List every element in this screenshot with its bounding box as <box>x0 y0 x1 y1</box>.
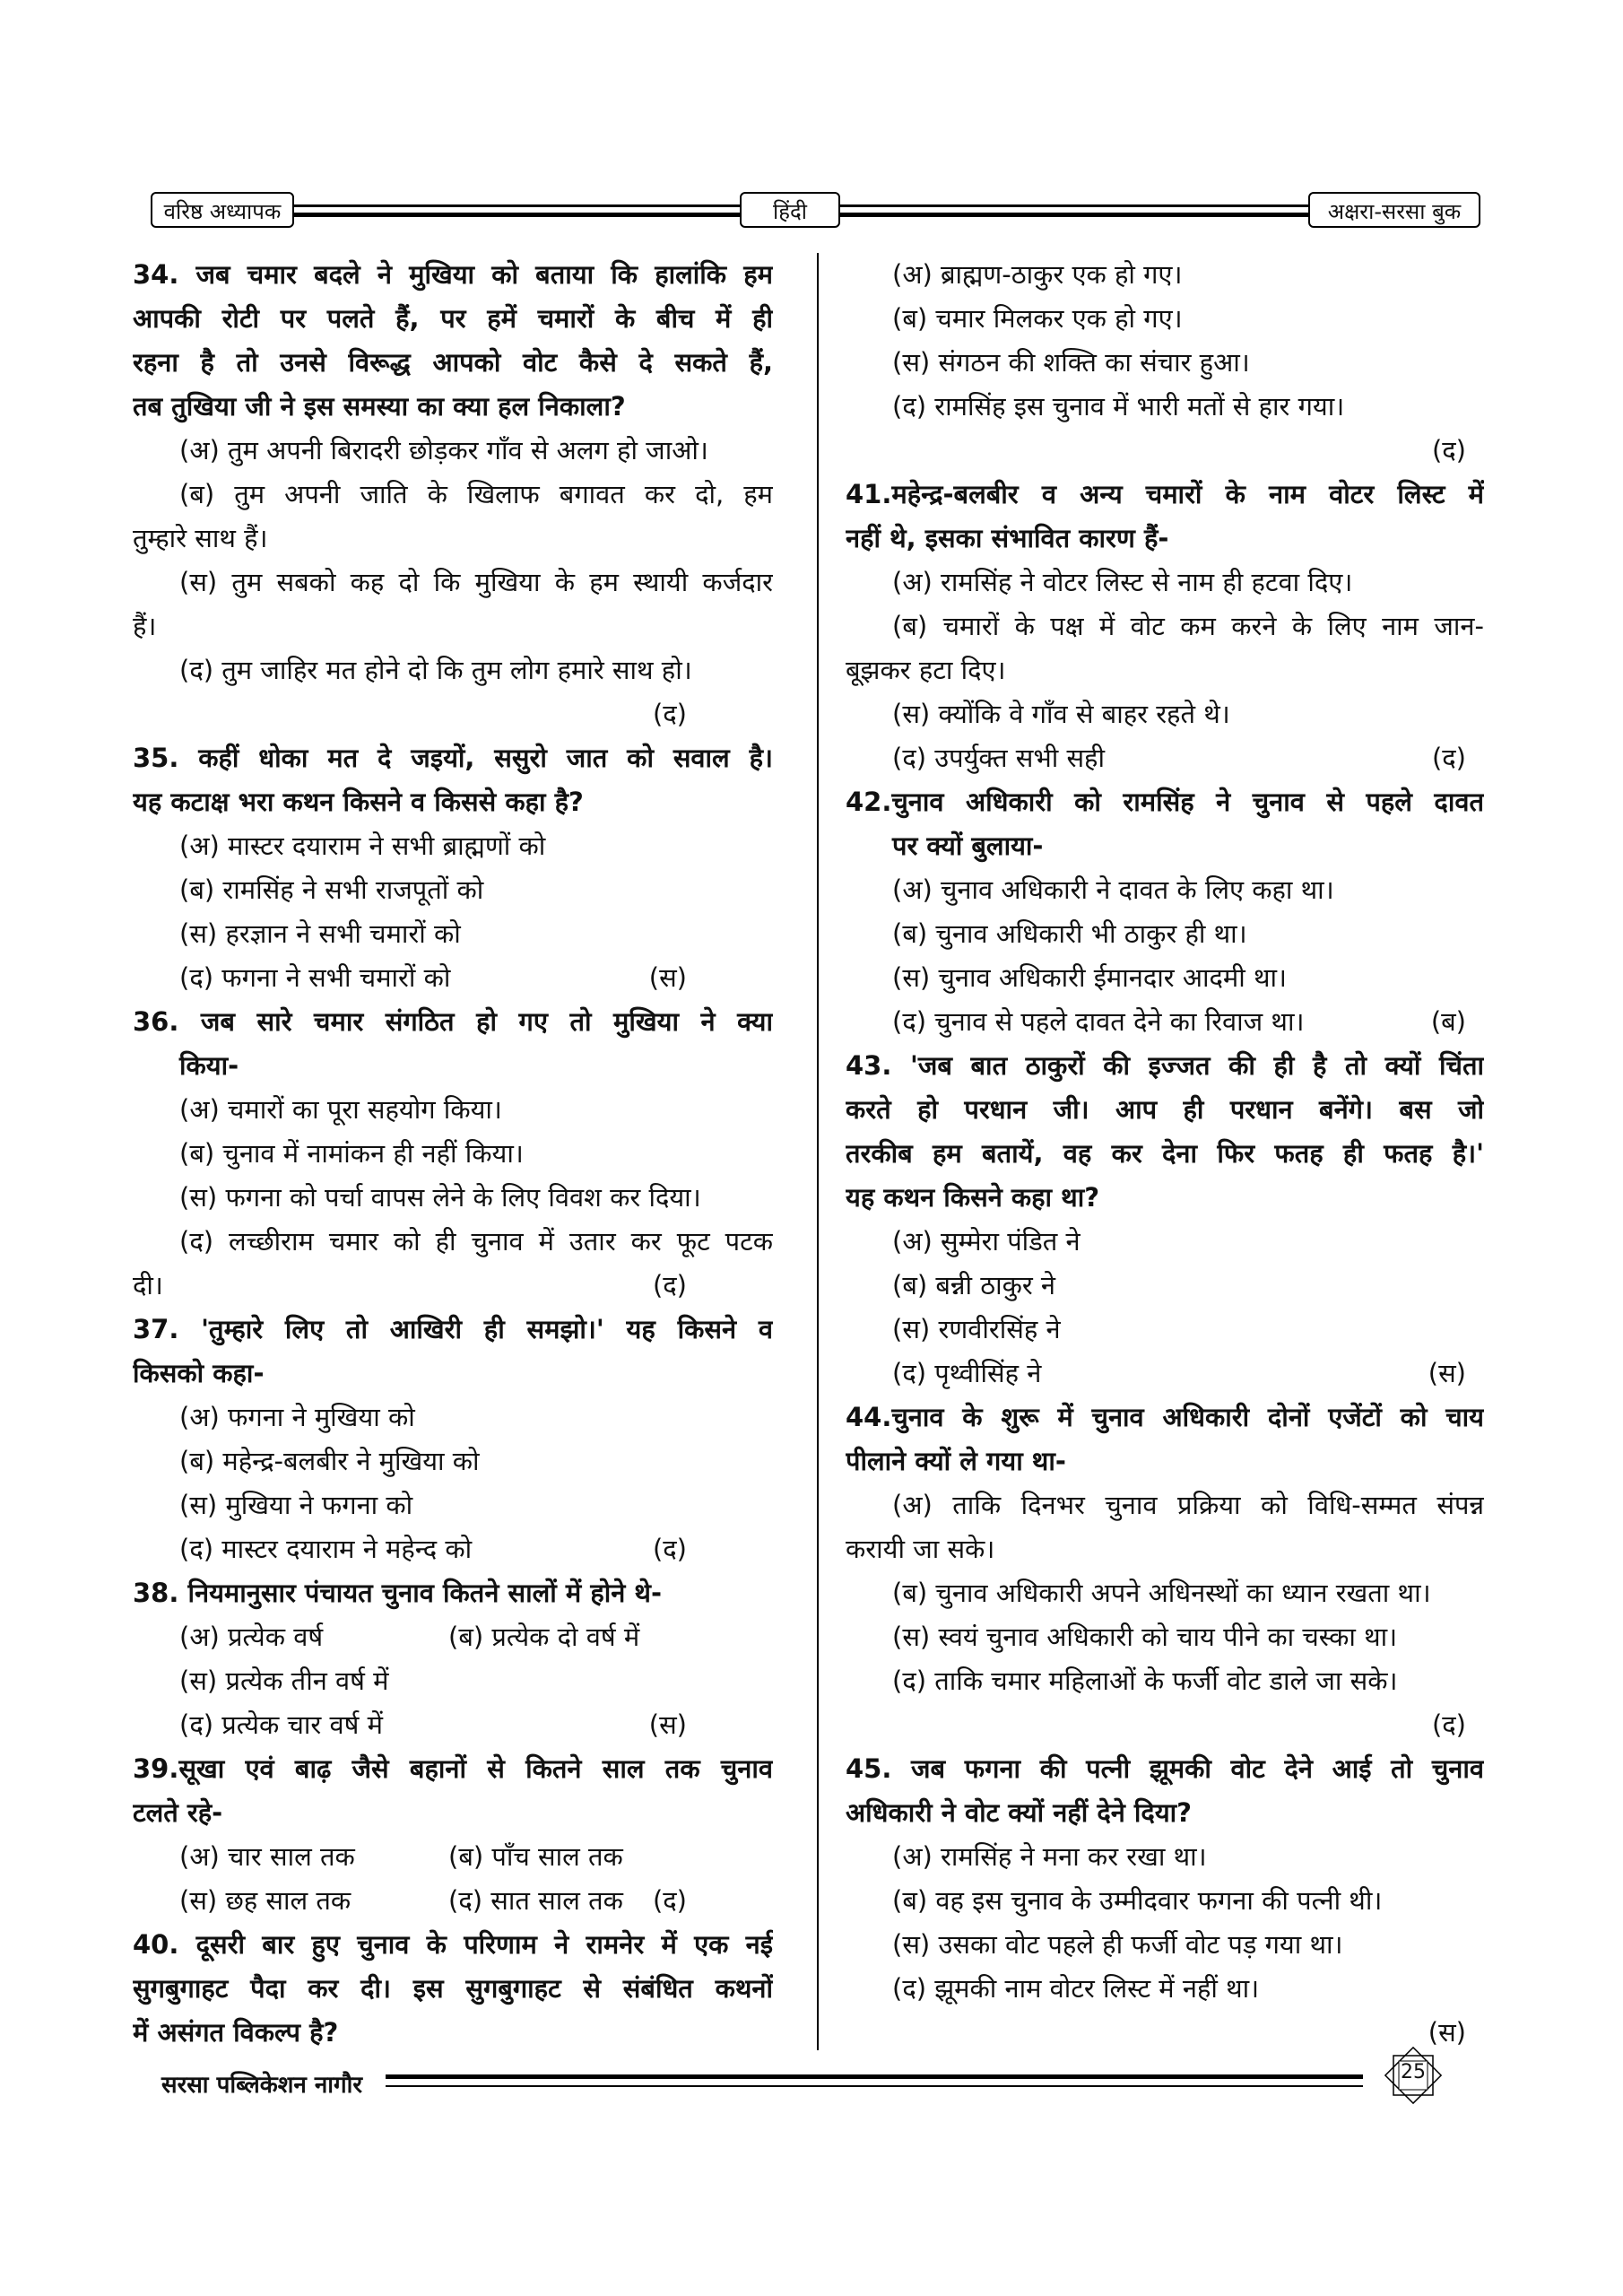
question-line: 35. कहीं धोका मत दे जइयों, ससुरो जात को सवाल है। <box>133 743 773 773</box>
option-line: (स) चुनाव अधिकारी ईमानदार आदमी था। <box>892 962 1288 993</box>
option-text: (द) सात साल तक <box>448 1885 623 1916</box>
option-line <box>846 1000 1484 1044</box>
right-column <box>846 253 1484 2055</box>
option-line <box>133 1615 773 1659</box>
option-line: (ब) बन्नी ठाकुर ने <box>892 1270 1056 1300</box>
question-line: 40. दूसरी बार हुए चुनाव के परिणाम ने रामनेर में एक नई <box>133 1929 773 1960</box>
option-line: करायी जा सके। <box>846 1534 995 1564</box>
answer-key: (द) <box>652 699 687 729</box>
option-line: (अ) सुम्मेरा पंडित ने <box>892 1226 1081 1257</box>
option-line: (अ) ब्राह्मण-ठाकुर एक हो गए। <box>892 259 1183 290</box>
answer-key: (द) <box>1431 435 1466 465</box>
answer-key: (स) <box>1428 2017 1466 2048</box>
option-line: (अ) रामसिंह ने वोटर लिस्ट से नाम ही हटवा दिए। <box>892 567 1353 597</box>
answer-key: (द) <box>1431 1709 1466 1740</box>
question-line: 44.चुनाव के शुरू में चुनाव अधिकारी दोनों एजेंटों को चाय <box>846 1402 1484 1432</box>
option-line: (द) झूमकी नाम वोटर लिस्ट में नहीं था। <box>892 1973 1260 2004</box>
option-line: (ब) चुनाव अधिकारी अपने अधिनस्थों का ध्यान रखता था। <box>892 1578 1431 1608</box>
option-line <box>846 1352 1484 1396</box>
header-rule-right <box>840 204 1308 217</box>
question-line: 39.सूखा एवं बाढ़ जैसे बहानों से कितने साल तक चुनाव <box>133 1753 773 1784</box>
answer-key: (ब) <box>1430 1006 1466 1037</box>
answer-key: (द) <box>652 1270 687 1300</box>
question-line: 43. 'जब बात ठाकुरों की इज्जत की ही है तो क्यों चिंता <box>846 1050 1484 1081</box>
option-line <box>133 1835 773 1879</box>
option-line: (स) फगना को पर्चा वापस लेने के लिए विवश कर दिया। <box>179 1182 701 1213</box>
question-line: 34. जब चमार बदले ने मुखिया को बताया कि हालांकि हम <box>133 259 773 290</box>
question-line: में असंगत विकल्प है? <box>133 2017 339 2048</box>
option-line: (ब) महेन्द्र-बलबीर ने मुखिया को <box>179 1446 480 1476</box>
question-line: करते हो परधान जी। आप ही परधान बनेंगे। बस जो <box>846 1094 1484 1125</box>
question-line: नहीं थे, इसका संभावित कारण हैं- <box>846 523 1169 553</box>
footer-rule <box>386 2074 1363 2087</box>
option-line: (ब) चुनाव अधिकारी भी ठाकुर ही था। <box>892 918 1247 949</box>
option-line: (द) ताकि चमार महिलाओं के फर्जी वोट डाले जा सके। <box>892 1665 1398 1696</box>
question-line: 36. जब सारे चमार संगठित हो गए तो मुखिया ने क्या <box>133 1006 773 1037</box>
option-line: (अ) फगना ने मुखिया को <box>179 1402 415 1432</box>
line-text: (द) प्रत्येक चार वर्ष में <box>179 1709 383 1740</box>
question-line: किया- <box>179 1050 239 1081</box>
option-line: (ब) चुनाव में नामांकन ही नहीं किया। <box>179 1138 524 1169</box>
question-line: तब तुखिया जी ने इस समस्या का क्या हल निकाला? <box>133 391 626 422</box>
option-line: (स) मुखिया ने फगना को <box>179 1490 413 1520</box>
header-center-label: हिंदी <box>740 192 840 228</box>
option-line <box>133 1527 773 1571</box>
question-line: रहना है तो उनसे विरूद्ध आपको वोट कैसे दे सकते हैं, <box>133 347 773 378</box>
option-line: हैं। <box>133 611 157 641</box>
option-line: (द) तुम जाहिर मत होने दो कि तुम लोग हमारे साथ हो। <box>179 655 692 685</box>
option-line: (स) प्रत्येक तीन वर्ष में <box>179 1665 389 1696</box>
option-line: (स) रणवीरसिंह ने <box>892 1314 1061 1344</box>
option-line: (ब) वह इस चुनाव के उम्मीदवार फगना की पत्नी थी। <box>892 1885 1383 1916</box>
option-line <box>846 736 1484 780</box>
answer-key: (द) <box>1431 743 1466 773</box>
question-line: यह कटाक्ष भरा कथन किसने व किससे कहा है? <box>133 787 584 817</box>
option-line: (ब) चमार मिलकर एक हो गए। <box>892 303 1183 334</box>
question-line: अधिकारी ने वोट क्यों नहीं देने दिया? <box>846 1797 1192 1828</box>
header-left-label: वरिष्ठ अध्यापक <box>151 192 294 228</box>
question-line: 45. जब फगना की पत्नी झूमकी वोट देने आई तो चुनाव <box>846 1753 1484 1784</box>
answer-key: (द) <box>652 1885 687 1916</box>
option-line: (अ) ताकि दिनभर चुनाव प्रक्रिया को विधि-सम्मत संपन्न <box>892 1490 1484 1520</box>
line-text: (द) चुनाव से पहले दावत देने का रिवाज था। <box>892 1006 1305 1037</box>
line-text: दी। <box>133 1270 163 1300</box>
question-line: किसको कहा- <box>133 1358 265 1388</box>
option-line: (ब) चमारों के पक्ष में वोट कम करने के लिए नाम जान- <box>892 611 1484 641</box>
option-line: (अ) चमारों का पूरा सहयोग किया। <box>179 1094 502 1125</box>
question-line: यह कथन किसने कहा था? <box>846 1182 1100 1213</box>
option-line <box>133 1703 773 1747</box>
left-column <box>133 253 773 2055</box>
option-line <box>133 956 773 1000</box>
question-line: 42.चुनाव अधिकारी को रामसिंह ने चुनाव से पहले दावत <box>846 787 1484 817</box>
answer-key: (स) <box>648 1709 687 1740</box>
option-line: (अ) रामसिंह ने मना कर रखा था। <box>892 1841 1207 1872</box>
publisher-name: सरसा पब्लिकेशन नागौर <box>161 2072 363 2099</box>
question-line: 38. नियमानुसार पंचायत चुनाव कितने सालों में होने थे- <box>133 1578 662 1608</box>
option-line: (स) संगठन की शक्ति का संचार हुआ। <box>892 347 1250 378</box>
option-text: (ब) पाँच साल तक <box>448 1841 623 1872</box>
option-line: (स) क्योंकि वे गाँव से बाहर रहते थे। <box>892 699 1230 729</box>
line-text: (स) छह साल तक <box>179 1885 352 1916</box>
option-line <box>133 1879 773 1923</box>
page-number: 25 <box>1401 2061 1426 2083</box>
question-line: टलते रहे- <box>133 1797 223 1828</box>
question-line: 41.महेन्द्र-बलबीर व अन्य चमारों के नाम वोटर लिस्ट में <box>846 479 1484 509</box>
question-line: सुगबुगाहट पैदा कर दी। इस सुगबुगाहट से संबंधित कथनों <box>133 1973 773 2004</box>
header-right-label: अक्षरा-सरसा बुक <box>1308 192 1480 228</box>
question-line: पीलाने क्यों ले गया था- <box>846 1446 1066 1476</box>
option-line: (स) तुम सबको कह दो कि मुखिया के हम स्थायी कर्जदार <box>179 567 773 597</box>
line-text: (द) उपर्युक्त सभी सही <box>892 743 1105 773</box>
question-line: आपकी रोटी पर पलते हैं, पर हमें चमारों के बीच में ही <box>133 303 773 334</box>
line-text: (द) फगना ने सभी चमारों को <box>179 962 451 993</box>
line-text: (अ) चार साल तक <box>179 1841 355 1872</box>
header-rule-left <box>294 204 740 217</box>
option-text: (ब) प्रत्येक दो वर्ष में <box>448 1622 640 1652</box>
option-line: (ब) तुम अपनी जाति के खिलाफ बगावत कर दो, हम <box>179 479 773 509</box>
answer-key: (स) <box>648 962 687 993</box>
option-line: बूझकर हटा दिए। <box>846 655 1006 685</box>
option-line: (स) उसका वोट पहले ही फर्जी वोट पड़ गया था। <box>892 1929 1343 1960</box>
option-line: (अ) मास्टर दयाराम ने सभी ब्राह्मणों को <box>179 831 546 861</box>
answer-key: (द) <box>652 1534 687 1564</box>
line-text: (अ) प्रत्येक वर्ष <box>179 1622 324 1652</box>
line-text: (द) मास्टर दयाराम ने महेन्द को <box>179 1534 473 1564</box>
answer-key: (स) <box>1428 1358 1466 1388</box>
option-line: तुम्हारे साथ हैं। <box>133 523 268 553</box>
option-line: (अ) चुनाव अधिकारी ने दावत के लिए कहा था। <box>892 874 1334 905</box>
option-line: (स) स्वयं चुनाव अधिकारी को चाय पीने का चस्का था। <box>892 1622 1398 1652</box>
question-line: पर क्यों बुलाया- <box>892 831 1044 861</box>
option-line: (ब) रामसिंह ने सभी राजपूतों को <box>179 874 484 905</box>
column-divider <box>817 253 819 2050</box>
question-line: 37. 'तुम्हारे लिए तो आखिरी ही समझो।' यह किसने व <box>133 1314 773 1344</box>
line-text: (द) पृथ्वीसिंह ने <box>892 1358 1042 1388</box>
option-line: (द) रामसिंह इस चुनाव में भारी मतों से हार गया। <box>892 391 1345 422</box>
option-line <box>133 1264 773 1308</box>
option-line: (अ) तुम अपनी बिरादरी छोड़कर गाँव से अलग हो जाओ। <box>179 435 708 465</box>
option-line: (द) लच्छीराम चमार को ही चुनाव में उतार कर फूट पटक <box>179 1226 773 1257</box>
option-line: (स) हरज्ञान ने सभी चमारों को <box>179 918 461 949</box>
question-line: तरकीब हम बतायें, वह कर देना फिर फतह ही फतह है।' <box>846 1138 1484 1169</box>
